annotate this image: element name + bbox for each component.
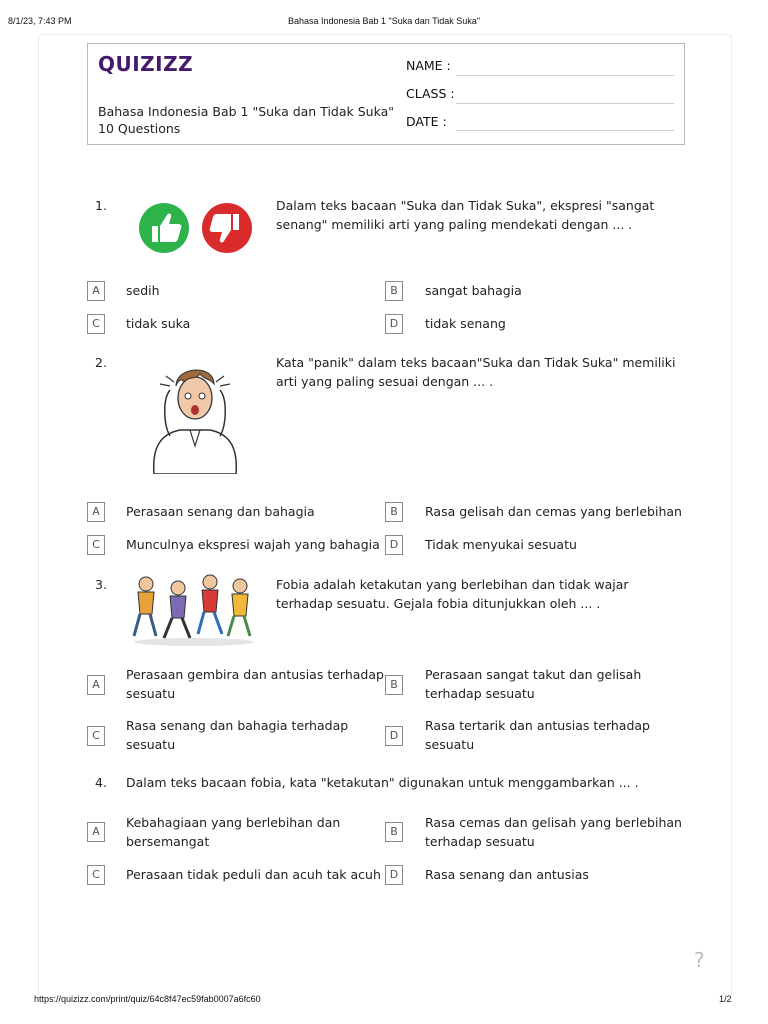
option-a[interactable]: sedih — [126, 283, 160, 298]
option-a[interactable]: Kebahagiaan yang berlebihan dan bersemangat — [126, 815, 341, 849]
quiz-header-box — [87, 43, 685, 145]
print-url: https://quizizz.com/print/quiz/64c8f47ec59fab0007a6fc60 — [34, 994, 261, 1004]
question-text: Fobia adalah ketakutan yang berlebihan dan tidak wajar terhadap sesuatu. Gejala fobia ditunjukkan oleh ... . — [276, 577, 629, 611]
option-letter-b[interactable]: B — [385, 502, 403, 522]
option-letter-a[interactable]: A — [87, 822, 105, 842]
panicked-man-illustration — [140, 356, 250, 474]
option-letter-b[interactable]: B — [385, 822, 403, 842]
name-label: NAME : — [406, 58, 451, 73]
question-number: 4. — [95, 775, 107, 790]
class-field[interactable] — [456, 103, 674, 104]
option-letter-d[interactable]: D — [385, 535, 403, 555]
thumbs-up-down-icon — [130, 194, 260, 258]
option-a[interactable]: Perasaan senang dan bahagia — [126, 504, 315, 519]
print-doc-title: Bahasa Indonesia Bab 1 "Suka dan Tidak Suka" — [287, 16, 481, 26]
print-page-number: 1/2 — [719, 994, 732, 1004]
option-c[interactable]: tidak suka — [126, 316, 191, 331]
option-letter-c[interactable]: C — [87, 865, 105, 885]
option-a[interactable]: Perasaan gembira dan antusias terhadap sesuatu — [126, 667, 384, 701]
option-letter-c[interactable]: C — [87, 314, 105, 334]
option-b[interactable]: sangat bahagia — [425, 283, 522, 298]
option-letter-d[interactable]: D — [385, 726, 403, 746]
name-field[interactable] — [456, 75, 674, 76]
option-letter-a[interactable]: A — [87, 675, 105, 695]
option-letter-a[interactable]: A — [87, 281, 105, 301]
question-text: Dalam teks bacaan fobia, kata "ketakutan" digunakan untuk menggambarkan ... . — [126, 775, 639, 790]
option-d[interactable]: tidak senang — [425, 316, 506, 331]
people-running-illustration — [126, 572, 262, 648]
help-icon[interactable]: ? — [694, 948, 705, 972]
question-text: Dalam teks bacaan "Suka dan Tidak Suka", ekspresi "sangat senang" memiliki arti yang paling mendekati dengan ... . — [276, 198, 655, 232]
option-d[interactable]: Rasa tertarik dan antusias terhadap sesuatu — [425, 718, 650, 752]
question-count: 10 Questions — [98, 121, 181, 136]
option-d[interactable]: Rasa senang dan antusias — [425, 867, 589, 882]
date-label: DATE : — [406, 114, 447, 129]
question-text: Kata "panik" dalam teks bacaan"Suka dan Tidak Suka" memiliki arti yang paling sesuai dengan ... . — [276, 355, 676, 389]
option-letter-b[interactable]: B — [385, 675, 403, 695]
option-letter-c[interactable]: C — [87, 726, 105, 746]
option-letter-d[interactable]: D — [385, 314, 403, 334]
class-label: CLASS : — [406, 86, 455, 101]
option-letter-d[interactable]: D — [385, 865, 403, 885]
quiz-title: Bahasa Indonesia Bab 1 "Suka dan Tidak Suka" — [98, 104, 395, 119]
option-letter-b[interactable]: B — [385, 281, 403, 301]
option-c[interactable]: Perasaan tidak peduli dan acuh tak acuh — [126, 867, 381, 882]
quizizz-logo: QUIZIZZ — [98, 52, 194, 76]
option-c[interactable]: Munculnya ekspresi wajah yang bahagia — [126, 537, 380, 552]
option-c[interactable]: Rasa senang dan bahagia terhadap sesuatu — [126, 718, 349, 752]
option-b[interactable]: Rasa gelisah dan cemas yang berlebihan — [425, 504, 682, 519]
date-field[interactable] — [456, 130, 674, 131]
option-letter-a[interactable]: A — [87, 502, 105, 522]
question-number: 1. — [95, 198, 107, 213]
option-letter-c[interactable]: C — [87, 535, 105, 555]
print-datetime: 8/1/23, 7:43 PM — [8, 16, 72, 26]
question-number: 3. — [95, 577, 107, 592]
option-d[interactable]: Tidak menyukai sesuatu — [425, 537, 577, 552]
option-b[interactable]: Perasaan sangat takut dan gelisah terhadap sesuatu — [425, 667, 642, 701]
option-b[interactable]: Rasa cemas dan gelisah yang berlebihan terhadap sesuatu — [425, 815, 682, 849]
question-number: 2. — [95, 355, 107, 370]
